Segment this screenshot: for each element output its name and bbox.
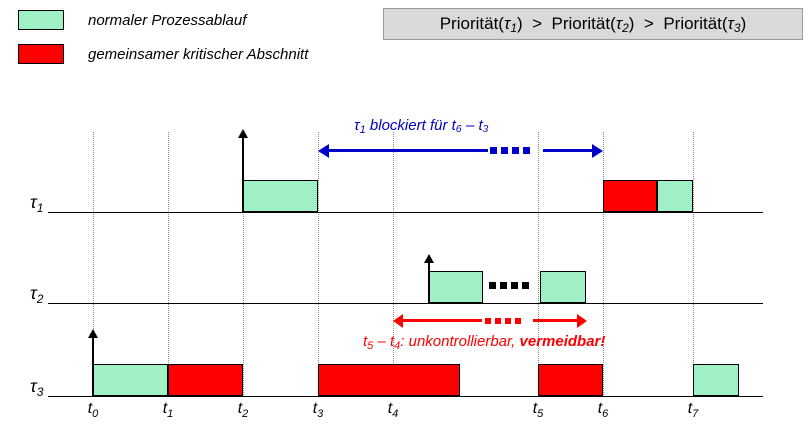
block-tau2-normal-b [540, 271, 586, 303]
tick-label-t3: $t_3$ [312, 400, 324, 420]
legend-swatch-critical [18, 44, 64, 64]
legend-swatch-normal [18, 10, 64, 30]
block-tau3-normal-t7 [693, 364, 739, 396]
block-tau1-normal-t2 [243, 180, 318, 212]
gridline-t5 [538, 132, 539, 397]
block-tau1-critical-t6 [603, 180, 657, 212]
tick-label-t6: $t_6$ [597, 400, 609, 420]
annotation-red-head-right [577, 314, 587, 328]
block-tau3-normal-t0 [93, 364, 168, 396]
annotation-red-line-left [402, 319, 482, 322]
gridline-t6 [603, 132, 604, 397]
block-tau3-critical-t5 [538, 364, 603, 396]
annotation-red-text: $t_5 - t_4$: unkontrollierbar, vermeidbar! [363, 333, 606, 352]
block-tau1-normal-t6b [657, 180, 693, 212]
arrival-arrowhead-tau1 [238, 129, 248, 138]
tick-label-t7: $t_7$ [687, 400, 699, 420]
annotation-blue-dots [490, 147, 530, 154]
annotation-red-dots [485, 318, 521, 324]
axis-tau1 [48, 212, 763, 213]
track-label-tau2: $\tau_2$ [30, 283, 44, 306]
annotation-blue-head-right [592, 144, 603, 158]
track-label-tau1: $\tau_1$ [30, 192, 44, 215]
arrival-arrowhead-tau2 [424, 254, 434, 263]
annotation-blue-text: $\tau_1$ blockiert für t₆ – t₃ [354, 117, 489, 136]
annotation-red-arrow [393, 313, 593, 329]
legend [18, 10, 308, 64]
legend-label-critical: gemeinsamer kritischer Abschnitt [88, 45, 309, 63]
priority-expression: $Priorität(\tau_1)$ > $Priorität(\tau_2)$ > $Priorität(\tau_3)$ [439, 13, 747, 35]
tick-label-t4: $t_4$ [387, 400, 399, 420]
annotation-blue-arrow [318, 143, 603, 159]
block-tau3-critical-t1 [168, 364, 243, 396]
annotation-blue-line-right [543, 149, 593, 152]
gridline-t1 [168, 132, 169, 397]
tick-label-t0: $t_0$ [87, 400, 99, 420]
annotation-red-line-right [533, 319, 578, 322]
axis-tau3 [48, 396, 763, 397]
block-tau3-critical-t3 [318, 364, 460, 396]
legend-label-normal: normaler Prozessablauf [88, 11, 247, 29]
gridline-t3 [318, 132, 319, 397]
gridline-t4 [393, 132, 394, 397]
arrival-arrowhead-tau3 [88, 329, 98, 338]
gridline-t7 [693, 132, 694, 397]
block-tau2-normal-a [429, 271, 483, 303]
tick-label-t2: $t_2$ [237, 400, 249, 420]
legend-item-critical [18, 44, 308, 64]
block-tau2-dots [489, 282, 529, 289]
tick-label-t5: $t_5$ [532, 400, 544, 420]
track-label-tau3: $\tau_3$ [30, 376, 44, 399]
priority-box [383, 8, 803, 40]
legend-item-normal [18, 10, 308, 30]
tick-label-t1: $t_1$ [162, 400, 174, 420]
axis-tau2 [48, 303, 763, 304]
annotation-blue-line-left [328, 149, 488, 152]
